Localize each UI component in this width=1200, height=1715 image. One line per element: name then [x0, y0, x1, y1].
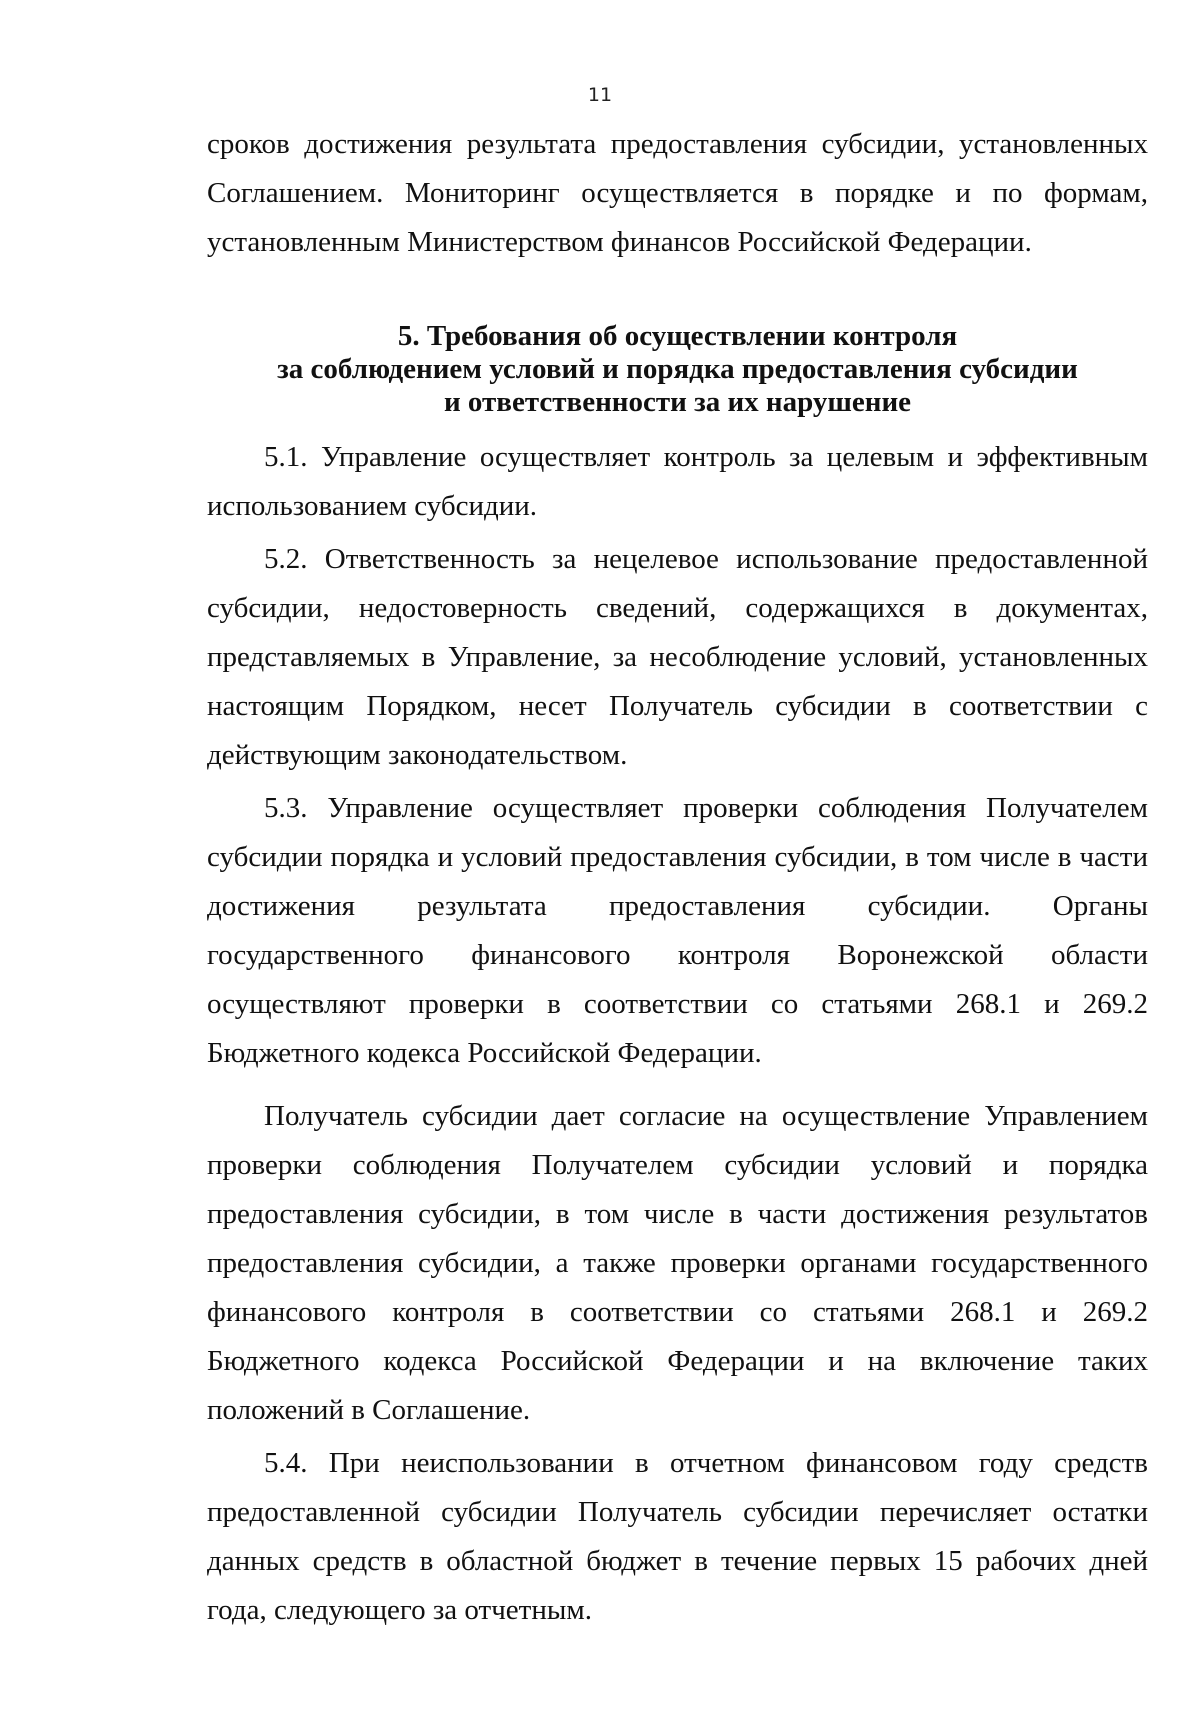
paragraph-consent: Получатель субсидии дает согласие на осуществление Управлением проверки соблюдения Получателем субсидии условий и порядка предоставления субсидии, в том числе в части достижения результатов предоставления субсидии, а также проверки органами государственного финансового контроля в соответствии со статьями 268.1 и 269.2 Бюджетного кодекса Российской Федерации и на включение таких положений в Соглашение. — [207, 1100, 1148, 1426]
section-heading-line-3: и ответственности за их нарушение — [443, 386, 912, 418]
section-heading-line-2: за соблюдением условий и порядка предоставления субсидии — [277, 353, 1078, 385]
section-heading — [207, 320, 1148, 419]
section-heading-line-1: 5. Требования об осуществлении контроля — [397, 320, 958, 352]
paragraph-5-2: 5.2. Ответственность за нецелевое использование предоставленной субсидии, недостоверность сведений, содержащихся в документах, представляемых в Управление, за несоблюдение условий, установленных настоящим Порядком, несет Получатель субсидии в соответствии с действующим законодательством. — [207, 543, 1148, 771]
paragraph-5-3: 5.3. Управление осуществляет проверки соблюдения Получателем субсидии порядка и условий предоставления субсидии, в том числе в части достижения результата предоставления субсидии. Органы государственного финансового контроля Воронежской области осуществляют проверки в соответствии со статьями 268.1 и 269.2 Бюджетного кодекса Российской Федерации. — [207, 792, 1148, 1069]
document-body — [207, 120, 1148, 1635]
page-number: 11 — [587, 84, 613, 106]
paragraph-5-1: 5.1. Управление осуществляет контроль за целевым и эффективным использованием субсидии. — [207, 441, 1148, 522]
paragraph-5-4: 5.4. При неиспользовании в отчетном финансовом году средств предоставленной субсидии Получатель субсидии перечисляет остатки данных средств в областной бюджет в течение первых 15 рабочих дней года, следующего за отчетным. — [207, 1447, 1148, 1626]
intro-paragraph: сроков достижения результата предоставления субсидии, установленных Соглашением. Мониторинг осуществляется в порядке и по формам, установленным Министерством финансов Российской Федерации. — [207, 128, 1148, 258]
